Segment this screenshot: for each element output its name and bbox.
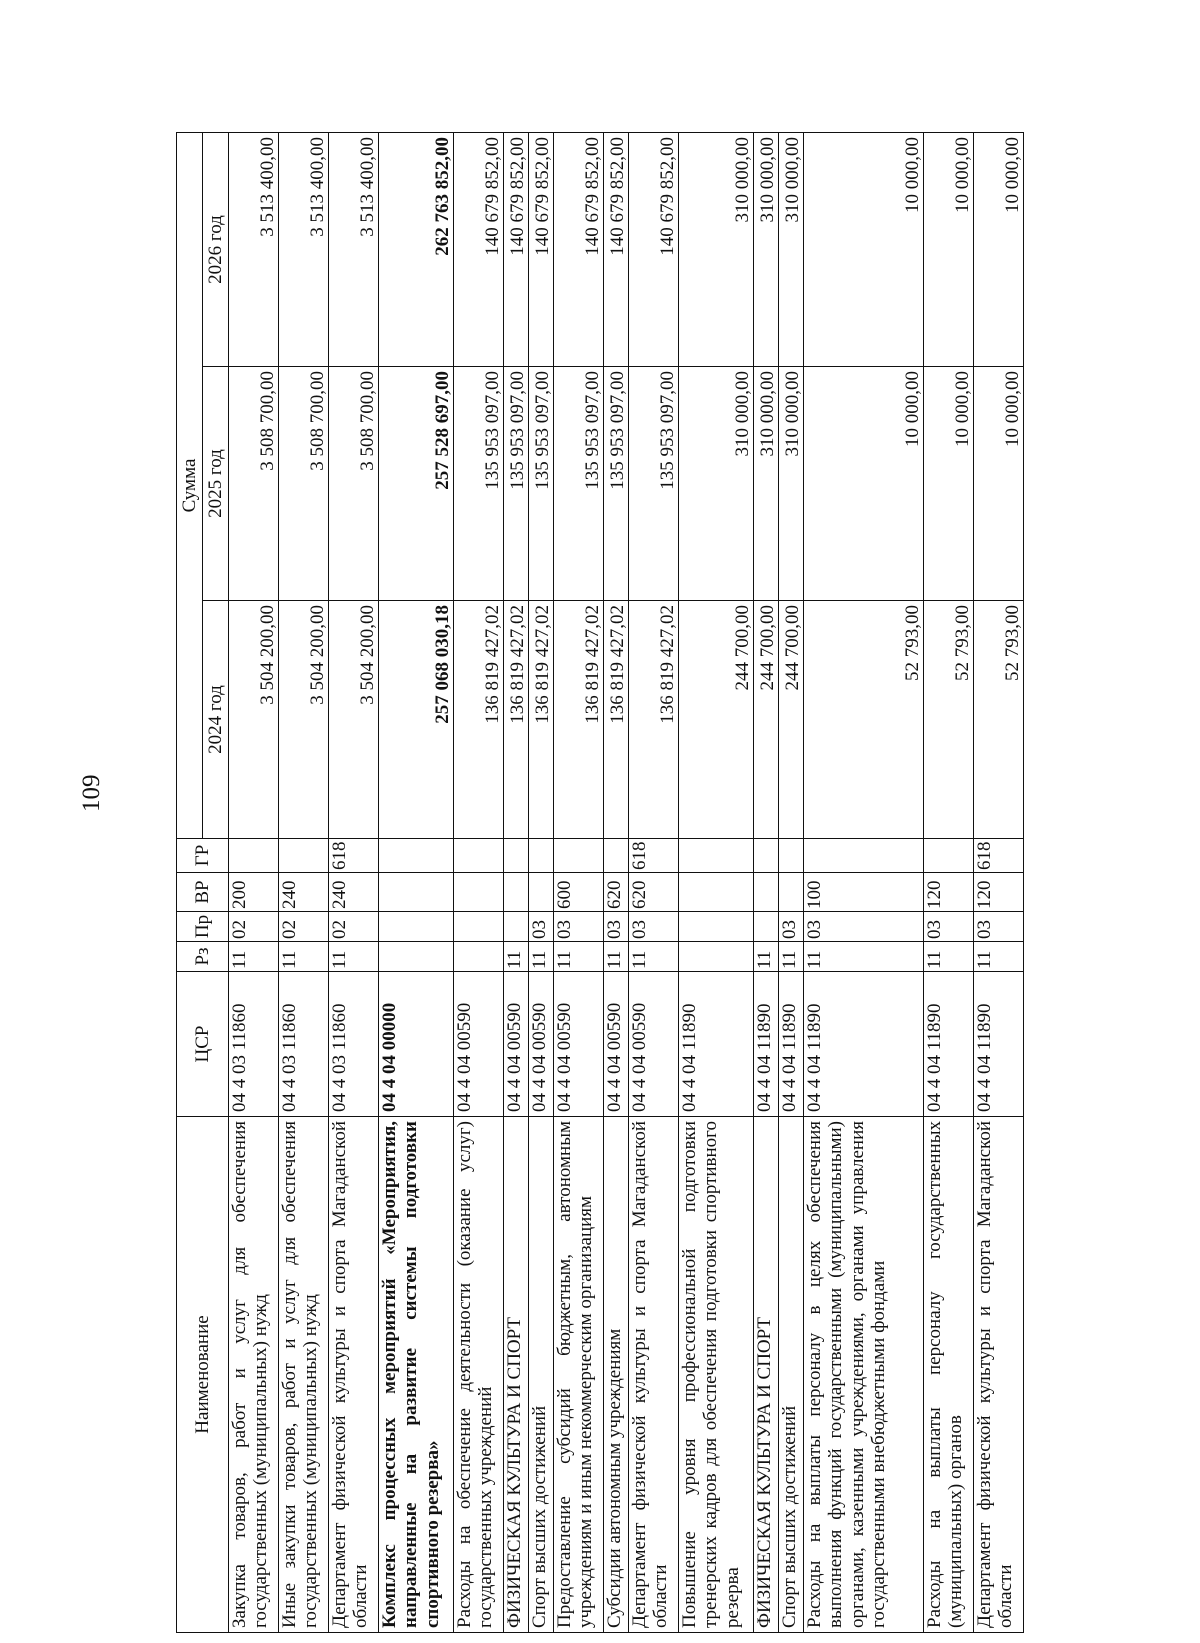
row-sum-2024: 136 819 427,02 <box>554 601 604 839</box>
row-rz: 11 <box>229 942 279 972</box>
row-pr <box>379 912 454 942</box>
row-gr <box>779 839 804 873</box>
row-vr <box>454 873 504 912</box>
row-rz: 11 <box>974 942 1024 972</box>
row-csr: 04 4 03 11860 <box>229 972 279 1117</box>
row-gr <box>679 839 754 873</box>
row-sum-2026: 140 679 852,00 <box>529 132 554 366</box>
row-name: Департамент физической культуры и спорта Магаданской области <box>629 1117 679 1633</box>
row-pr <box>679 912 754 942</box>
row-vr: 240 <box>329 873 379 912</box>
row-sum-2026: 10 000,00 <box>924 132 974 366</box>
table-row <box>924 132 974 1632</box>
row-sum-2026: 310 000,00 <box>779 132 804 366</box>
row-csr: 04 4 04 11890 <box>779 972 804 1117</box>
row-rz: 11 <box>504 942 529 972</box>
row-name: Расходы на выплаты персоналу государственных (муниципальных) органов <box>924 1117 974 1633</box>
row-gr <box>754 839 779 873</box>
row-name: Закупка товаров, работ и услуг для обеспечения государственных (муниципальных) нужд <box>229 1117 279 1633</box>
row-sum-2026: 140 679 852,00 <box>504 132 529 366</box>
table-row <box>779 132 804 1632</box>
row-sum-2024: 136 819 427,02 <box>454 601 504 839</box>
row-csr: 04 4 04 00000 <box>379 972 454 1117</box>
row-sum-2024: 3 504 200,00 <box>279 601 329 839</box>
row-rz <box>454 942 504 972</box>
row-gr <box>924 839 974 873</box>
row-vr: 120 <box>924 873 974 912</box>
row-pr: 03 <box>529 912 554 942</box>
row-sum-2025: 135 953 097,00 <box>529 367 554 601</box>
row-sum-2024: 52 793,00 <box>804 601 924 839</box>
row-sum-2024: 136 819 427,02 <box>604 601 629 839</box>
row-sum-2025: 10 000,00 <box>804 367 924 601</box>
row-sum-2024: 244 700,00 <box>754 601 779 839</box>
row-sum-2025: 135 953 097,00 <box>629 367 679 601</box>
row-sum-2025: 10 000,00 <box>974 367 1024 601</box>
row-name: Спорт высших достижений <box>529 1117 554 1633</box>
row-name: Расходы на выплаты персоналу в целях обеспечения выполнения функций государственными (муниципальными) органами, казенными учреждениями, органами управления государственными внебюджетными фондами <box>804 1117 924 1633</box>
row-csr: 04 4 04 00590 <box>554 972 604 1117</box>
table-row <box>529 132 554 1632</box>
row-sum-2025: 310 000,00 <box>754 367 779 601</box>
header-2026: 2026 год <box>203 132 229 366</box>
header-csr: ЦСР <box>177 972 229 1117</box>
row-csr: 04 4 03 11860 <box>329 972 379 1117</box>
budget-sheet <box>176 133 1138 1633</box>
table-row <box>504 132 529 1632</box>
row-vr <box>779 873 804 912</box>
row-pr: 02 <box>329 912 379 942</box>
row-rz: 11 <box>924 942 974 972</box>
row-vr: 100 <box>804 873 924 912</box>
header-vr: ВР <box>177 873 229 912</box>
row-pr: 03 <box>924 912 974 942</box>
row-name: Департамент физической культуры и спорта Магаданской области <box>974 1117 1024 1633</box>
row-pr: 02 <box>279 912 329 942</box>
header-sum: Сумма <box>177 132 203 838</box>
row-sum-2025: 10 000,00 <box>924 367 974 601</box>
row-sum-2024: 136 819 427,02 <box>629 601 679 839</box>
row-gr: 618 <box>329 839 379 873</box>
row-gr: 618 <box>974 839 1024 873</box>
table-row <box>604 132 629 1632</box>
row-pr: 03 <box>554 912 604 942</box>
row-csr: 04 4 04 11890 <box>974 972 1024 1117</box>
row-name: Иные закупки товаров, работ и услуг для обеспечения государственных (муниципальных) нужд <box>279 1117 329 1633</box>
row-sum-2025: 3 508 700,00 <box>329 367 379 601</box>
row-sum-2025: 257 528 697,00 <box>379 367 454 601</box>
row-rz: 11 <box>754 942 779 972</box>
row-gr <box>804 839 924 873</box>
row-csr: 04 4 03 11860 <box>279 972 329 1117</box>
row-rz: 11 <box>779 942 804 972</box>
row-sum-2024: 3 504 200,00 <box>329 601 379 839</box>
row-csr: 04 4 04 00590 <box>604 972 629 1117</box>
row-gr <box>229 839 279 873</box>
row-pr: 03 <box>804 912 924 942</box>
row-csr: 04 4 04 00590 <box>454 972 504 1117</box>
row-pr <box>504 912 529 942</box>
row-pr: 03 <box>629 912 679 942</box>
table-row <box>804 132 924 1632</box>
table-row <box>454 132 504 1632</box>
row-gr <box>554 839 604 873</box>
header-2024: 2024 год <box>203 601 229 839</box>
row-sum-2025: 135 953 097,00 <box>554 367 604 601</box>
row-vr: 120 <box>974 873 1024 912</box>
row-vr <box>504 873 529 912</box>
budget-table <box>176 132 1024 1633</box>
row-sum-2024: 136 819 427,02 <box>529 601 554 839</box>
row-name: ФИЗИЧЕСКАЯ КУЛЬТУРА И СПОРТ <box>504 1117 529 1633</box>
row-name: Расходы на обеспечение деятельности (оказание услуг) государственных учреждений <box>454 1117 504 1633</box>
row-gr <box>454 839 504 873</box>
row-csr: 04 4 04 11890 <box>924 972 974 1117</box>
row-sum-2024: 52 793,00 <box>974 601 1024 839</box>
row-name: Повышение уровня профессиональной подготовки тренерских кадров для обеспечения подготовки спортивного резерва <box>679 1117 754 1633</box>
row-vr <box>379 873 454 912</box>
row-rz <box>679 942 754 972</box>
row-csr: 04 4 04 00590 <box>629 972 679 1117</box>
table-row <box>229 132 279 1632</box>
row-sum-2026: 140 679 852,00 <box>604 132 629 366</box>
row-vr: 620 <box>629 873 679 912</box>
row-sum-2024: 136 819 427,02 <box>504 601 529 839</box>
row-sum-2026: 262 763 852,00 <box>379 132 454 366</box>
row-gr <box>279 839 329 873</box>
table-row <box>679 132 754 1632</box>
row-rz: 11 <box>529 942 554 972</box>
row-sum-2025: 3 508 700,00 <box>229 367 279 601</box>
row-sum-2024: 3 504 200,00 <box>229 601 279 839</box>
row-sum-2025: 310 000,00 <box>679 367 754 601</box>
row-sum-2025: 310 000,00 <box>779 367 804 601</box>
row-sum-2024: 244 700,00 <box>779 601 804 839</box>
row-gr <box>529 839 554 873</box>
row-pr <box>754 912 779 942</box>
table-row <box>754 132 779 1632</box>
row-name: Департамент физической культуры и спорта Магаданской области <box>329 1117 379 1633</box>
row-name: Предоставление субсидий бюджетным, автономным учреждениям и иным некоммерческим организациям <box>554 1117 604 1633</box>
page-number: 109 <box>78 774 105 812</box>
row-sum-2026: 140 679 852,00 <box>454 132 504 366</box>
row-sum-2024: 244 700,00 <box>679 601 754 839</box>
row-csr: 04 4 04 11890 <box>679 972 754 1117</box>
row-vr: 200 <box>229 873 279 912</box>
row-vr: 240 <box>279 873 329 912</box>
row-pr: 03 <box>779 912 804 942</box>
row-rz: 11 <box>604 942 629 972</box>
row-pr: 02 <box>229 912 279 942</box>
header-name: Наименование <box>177 1117 229 1633</box>
row-sum-2025: 135 953 097,00 <box>604 367 629 601</box>
row-sum-2026: 3 513 400,00 <box>329 132 379 366</box>
row-rz: 11 <box>279 942 329 972</box>
table-row <box>629 132 679 1632</box>
row-vr <box>529 873 554 912</box>
row-csr: 04 4 04 11890 <box>804 972 924 1117</box>
row-sum-2025: 3 508 700,00 <box>279 367 329 601</box>
header-2025: 2025 год <box>203 367 229 601</box>
row-sum-2025: 135 953 097,00 <box>454 367 504 601</box>
table-row <box>379 132 454 1632</box>
row-name: Субсидии автономным учреждениям <box>604 1117 629 1633</box>
row-sum-2025: 135 953 097,00 <box>504 367 529 601</box>
row-vr <box>754 873 779 912</box>
row-vr: 600 <box>554 873 604 912</box>
row-sum-2026: 3 513 400,00 <box>279 132 329 366</box>
row-vr <box>679 873 754 912</box>
table-row <box>329 132 379 1632</box>
table-row <box>974 132 1024 1632</box>
row-vr: 620 <box>604 873 629 912</box>
row-sum-2026: 140 679 852,00 <box>554 132 604 366</box>
row-pr: 03 <box>604 912 629 942</box>
row-pr <box>454 912 504 942</box>
row-sum-2026: 310 000,00 <box>679 132 754 366</box>
row-sum-2026: 310 000,00 <box>754 132 779 366</box>
row-name: ФИЗИЧЕСКАЯ КУЛЬТУРА И СПОРТ <box>754 1117 779 1633</box>
header-gr: ГР <box>177 839 229 873</box>
row-sum-2024: 52 793,00 <box>924 601 974 839</box>
row-name: Спорт высших достижений <box>779 1117 804 1633</box>
row-rz <box>379 942 454 972</box>
row-rz: 11 <box>554 942 604 972</box>
row-gr <box>379 839 454 873</box>
row-rz: 11 <box>804 942 924 972</box>
row-gr <box>504 839 529 873</box>
header-pr: Пр <box>177 912 229 942</box>
row-name: Комплекс процессных мероприятий «Мероприятия, направленные на развитие системы подготовки спортивного резерва» <box>379 1117 454 1633</box>
row-sum-2026: 10 000,00 <box>804 132 924 366</box>
row-pr: 03 <box>974 912 1024 942</box>
table-row <box>554 132 604 1632</box>
row-csr: 04 4 04 00590 <box>504 972 529 1117</box>
row-csr: 04 4 04 11890 <box>754 972 779 1117</box>
row-rz: 11 <box>329 942 379 972</box>
row-rz: 11 <box>629 942 679 972</box>
row-sum-2026: 10 000,00 <box>974 132 1024 366</box>
header-rz: Рз <box>177 942 229 972</box>
row-csr: 04 4 04 00590 <box>529 972 554 1117</box>
row-gr: 618 <box>629 839 679 873</box>
row-sum-2026: 3 513 400,00 <box>229 132 279 366</box>
table-row <box>279 132 329 1632</box>
row-sum-2024: 257 068 030,18 <box>379 601 454 839</box>
row-sum-2026: 140 679 852,00 <box>629 132 679 366</box>
row-gr <box>604 839 629 873</box>
